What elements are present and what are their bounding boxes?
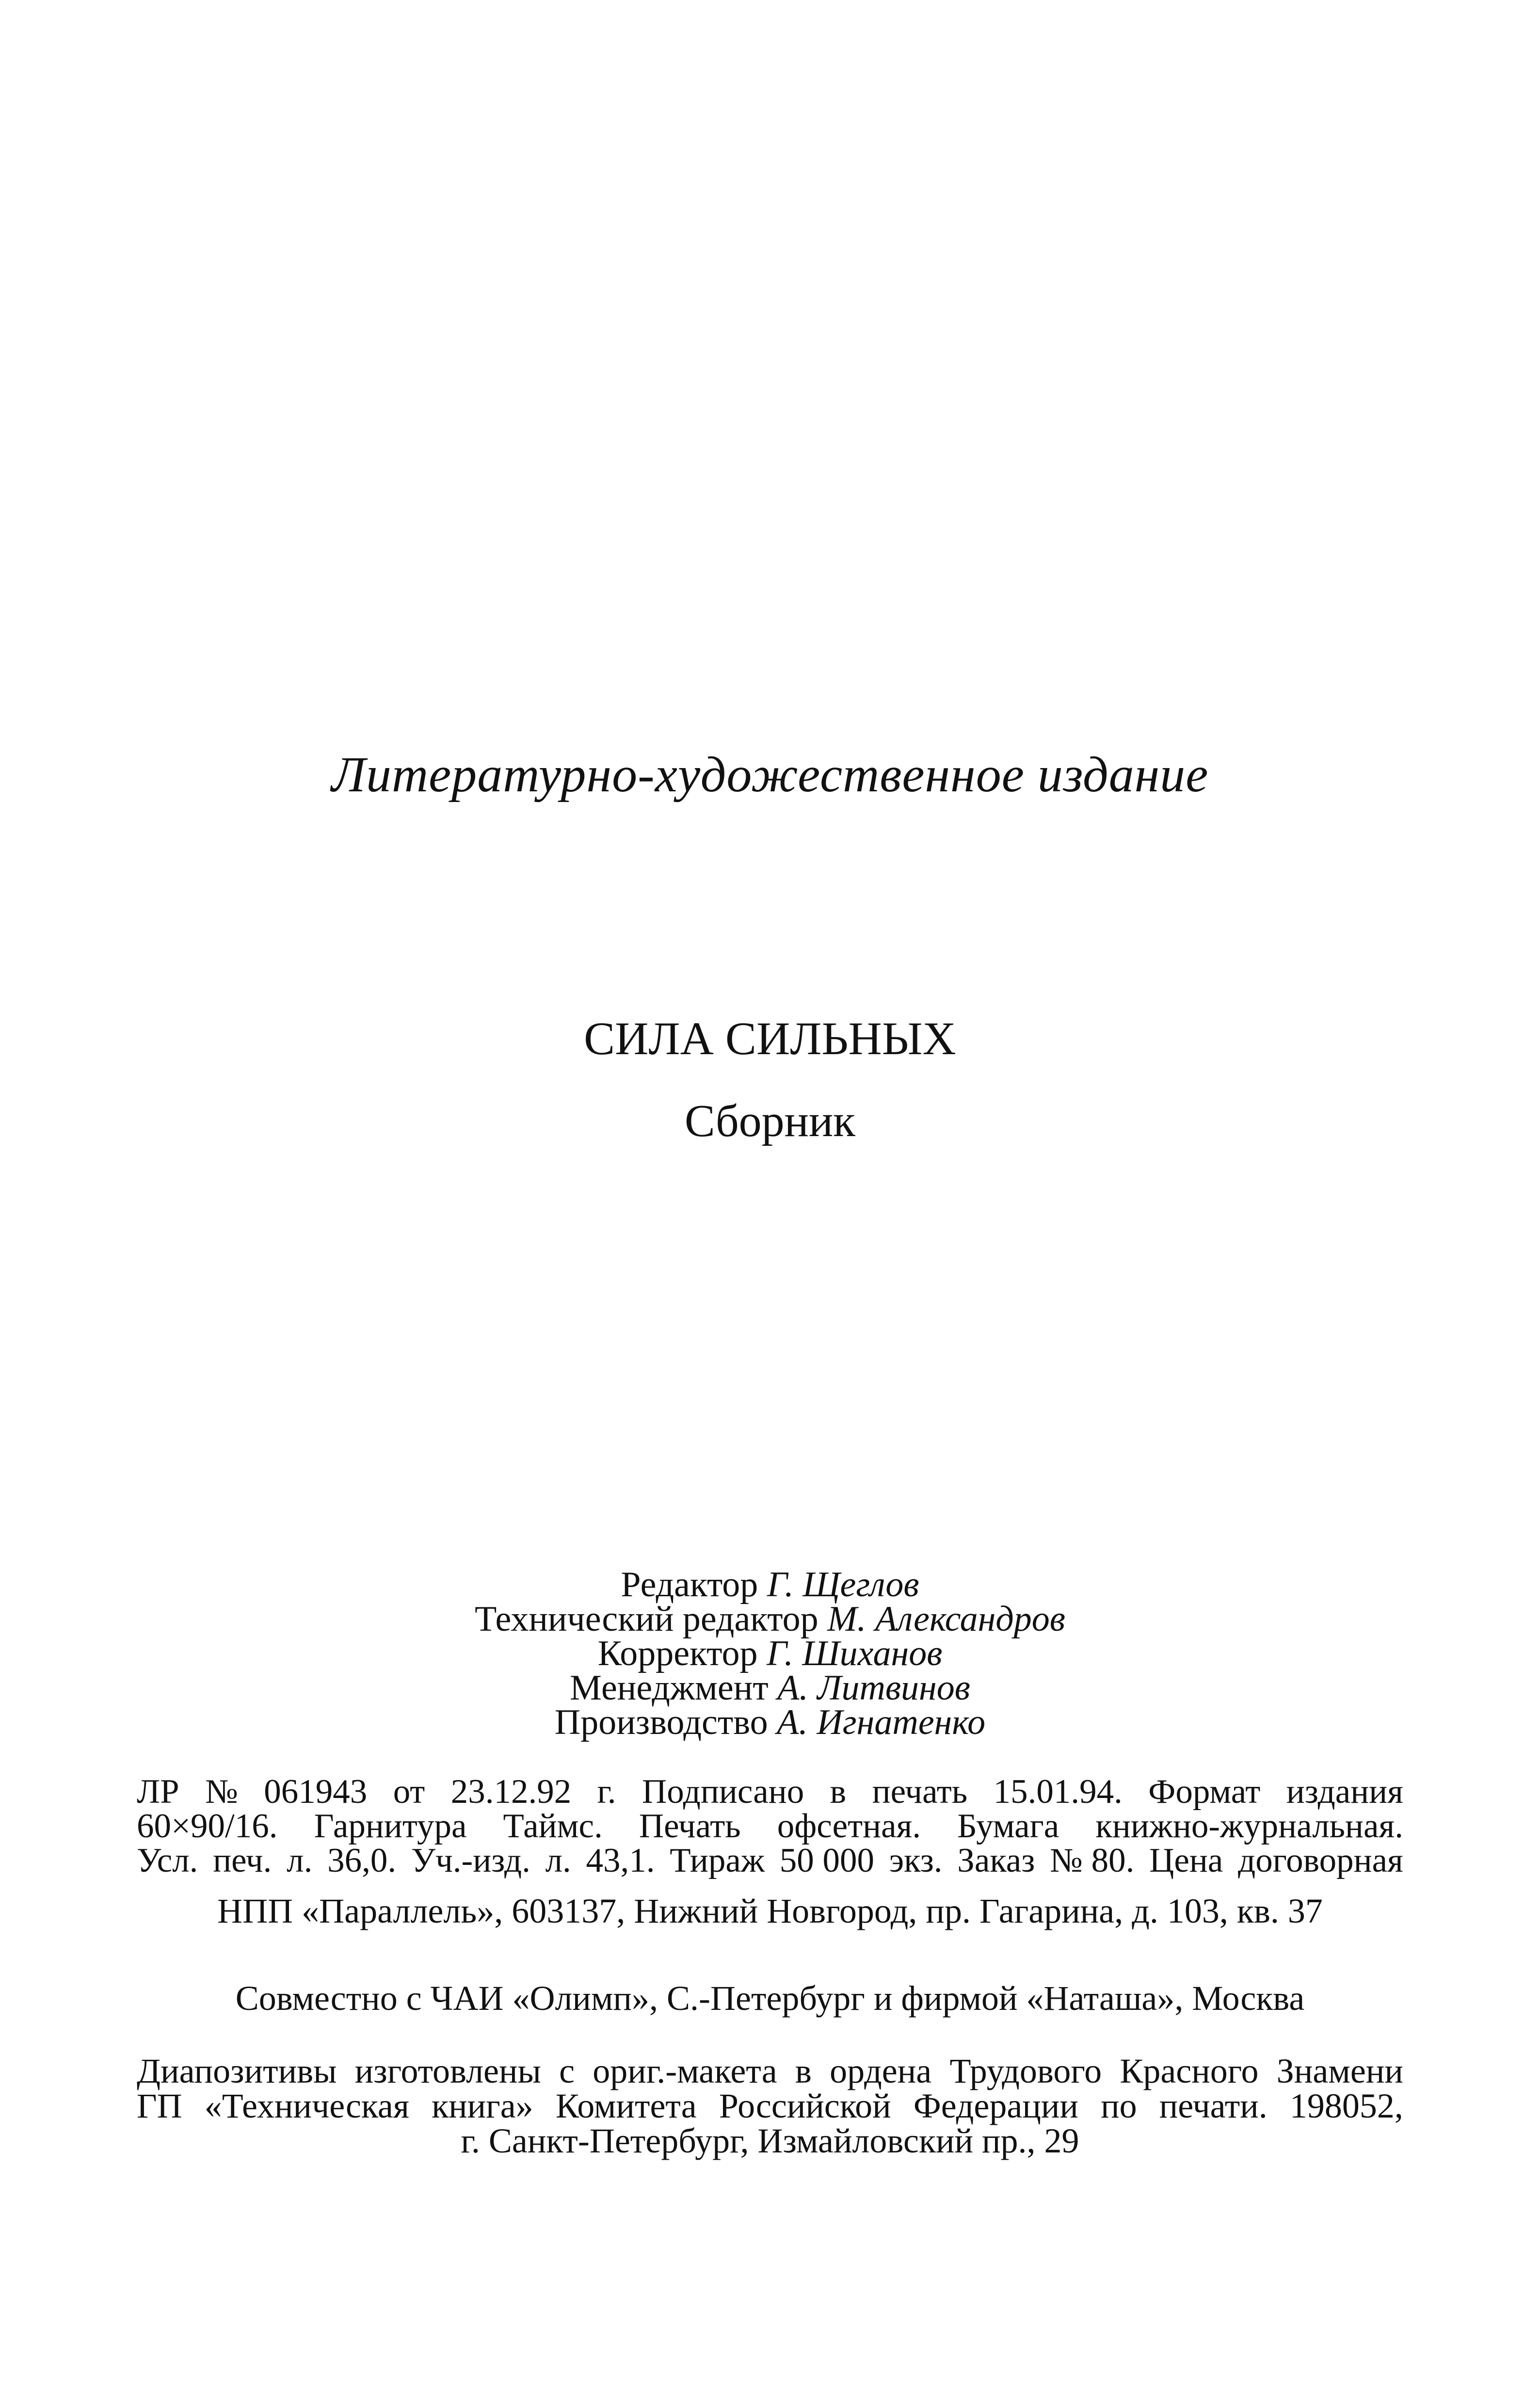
word: книжно-журнальная.	[1095, 1807, 1403, 1845]
printer-line	[137, 2088, 1403, 2123]
imprint-line	[137, 1844, 1403, 1878]
credit-role: Производство	[554, 1702, 768, 1742]
word: ГП	[137, 2086, 182, 2125]
credit-role: Технический редактор	[475, 1599, 818, 1639]
credit-role: Редактор	[621, 1565, 758, 1605]
book-title: СИЛА СИЛЬНЫХ	[584, 1012, 956, 1064]
word: договорная	[1238, 1842, 1403, 1879]
publisher-address: НПП «Параллель», 603137, Нижний Новгород, пр. Гагарина, д. 103, кв. 37	[217, 1892, 1323, 1930]
word: Подписано	[642, 1773, 804, 1811]
word: в	[830, 1773, 847, 1811]
word: печ.	[213, 1842, 272, 1879]
word: 198052,	[1289, 2086, 1403, 2125]
word: от	[393, 1773, 425, 1811]
word: Диапозитивы	[137, 2052, 337, 2090]
word: в	[795, 2052, 812, 2090]
printer-address: г. Санкт-Петербург, Измайловский пр., 29	[461, 2121, 1079, 2160]
word: Федерации	[913, 2086, 1078, 2125]
word: 36,0.	[327, 1842, 397, 1879]
word: ордена	[830, 2052, 932, 2090]
book-subtitle: Сборник	[685, 1096, 855, 1146]
word: Гарнитура	[314, 1807, 467, 1845]
word: Бумага	[957, 1807, 1059, 1845]
word: л.	[287, 1842, 313, 1879]
credit-editor	[0, 1565, 1540, 1605]
word: Комитета	[555, 2086, 697, 2125]
credits-block	[0, 1565, 1540, 1742]
word: 50 000	[779, 1842, 874, 1879]
word: «Техническая	[204, 2086, 409, 2125]
word: экз.	[889, 1842, 943, 1879]
word: 23.12.92	[450, 1773, 572, 1811]
imprint-line	[137, 1775, 1403, 1809]
word: № 80.	[1050, 1842, 1135, 1879]
credit-name: М. Александров	[827, 1599, 1065, 1639]
word: Знамени	[1276, 2052, 1403, 2090]
co-publishers: Совместно с ЧАИ «Олимп», С.-Петербург и фирмой «Наташа», Москва	[235, 1979, 1305, 2018]
credit-name: А. Игнатенко	[777, 1702, 986, 1742]
word: 60×90/16.	[137, 1807, 278, 1845]
word: офсетная.	[777, 1807, 921, 1845]
word: книга»	[432, 2086, 533, 2125]
word: изготовлены	[354, 2052, 541, 2090]
word: Формат	[1148, 1773, 1261, 1811]
credit-name: Г. Шиханов	[766, 1634, 943, 1673]
credit-name: Г. Щеглов	[767, 1565, 919, 1605]
word: Красного	[1120, 2052, 1259, 2090]
word: Цена	[1149, 1842, 1223, 1879]
word: 43,1.	[586, 1842, 655, 1879]
word: 061943	[264, 1773, 368, 1811]
credit-technical-editor	[0, 1599, 1540, 1639]
word: ориг.-макета	[593, 2052, 777, 2090]
imprint-block	[137, 1775, 1403, 1878]
word: Усл.	[137, 1842, 198, 1879]
word: с	[559, 2052, 575, 2090]
word: Заказ	[957, 1842, 1035, 1879]
word: №	[205, 1773, 238, 1811]
word: печать	[872, 1773, 968, 1811]
printer-line	[137, 2054, 1403, 2088]
word: ЛР	[137, 1773, 179, 1811]
credit-name: А. Литвинов	[777, 1668, 970, 1708]
credit-role: Менеджмент	[570, 1668, 769, 1708]
edition-type: Литературно-художественное издание	[331, 747, 1209, 802]
word: Уч.-изд.	[411, 1842, 530, 1879]
word: издания	[1286, 1773, 1403, 1811]
credit-role: Корректор	[597, 1634, 758, 1673]
word: Тираж	[670, 1842, 765, 1879]
credit-production	[0, 1702, 1540, 1742]
word: Российской	[719, 2086, 891, 2125]
word: печати.	[1159, 2086, 1267, 2125]
word: по	[1101, 2086, 1137, 2125]
word: л.	[545, 1842, 571, 1879]
imprint-line	[137, 1809, 1403, 1844]
word: Таймс.	[503, 1807, 603, 1845]
printer-line	[137, 2123, 1403, 2158]
word: г.	[597, 1773, 616, 1811]
credit-management	[0, 1668, 1540, 1708]
word: 15.01.94.	[993, 1773, 1123, 1811]
word: Печать	[639, 1807, 741, 1845]
printer-block	[137, 2054, 1403, 2158]
credit-proofreader	[0, 1634, 1540, 1673]
word: Трудового	[949, 2052, 1102, 2090]
